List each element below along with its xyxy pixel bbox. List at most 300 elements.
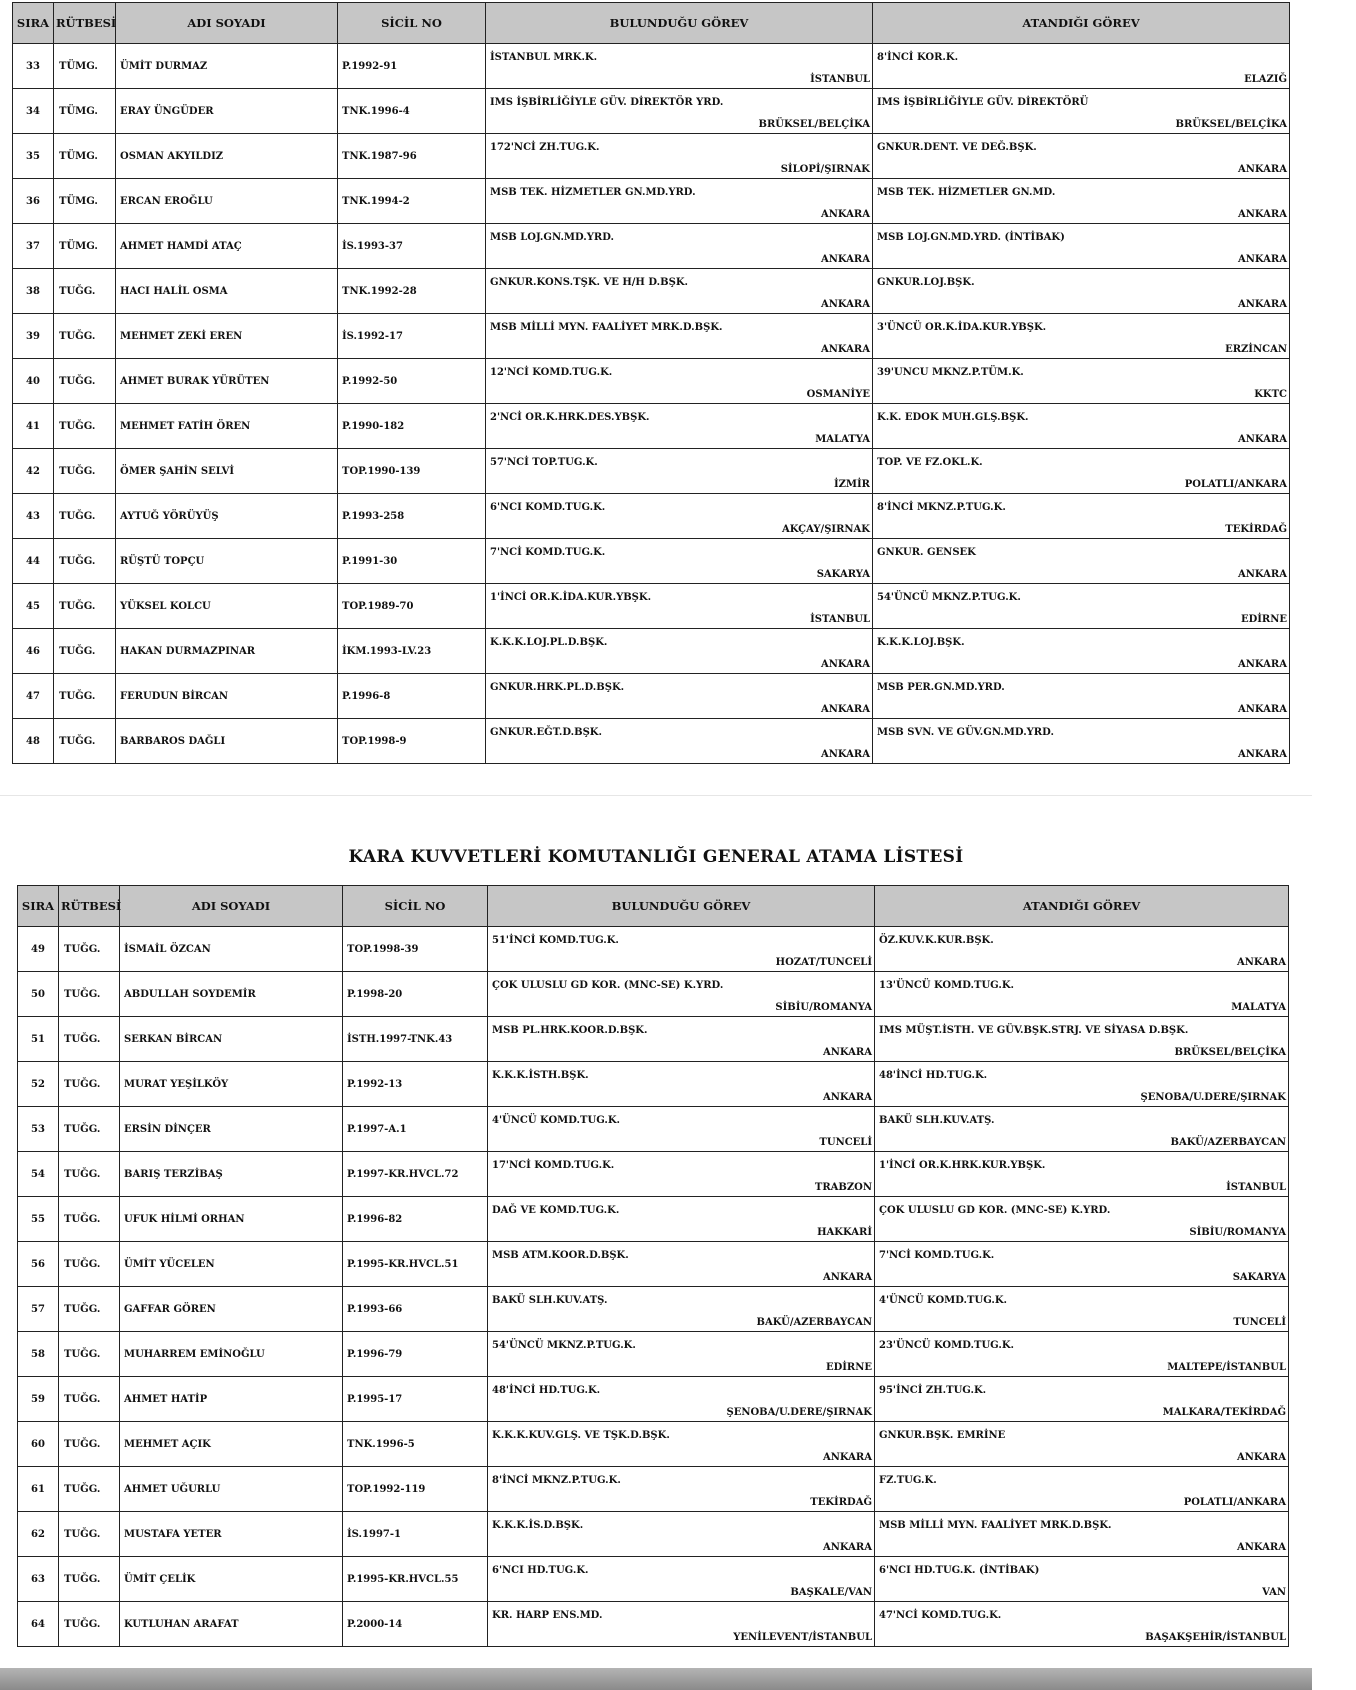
assigned-post-cell: [873, 269, 1290, 314]
table-row: [13, 494, 1290, 539]
current-post-location: ANKARA: [822, 1092, 872, 1103]
current-post: 6'NCI KOMD.TUG.K.: [490, 502, 606, 513]
current-post-location: SAKARYA: [816, 569, 870, 580]
assigned-post-cell: [873, 584, 1290, 629]
rank-cell: TUĞG.: [54, 449, 116, 494]
assigned-post: GNKUR.DENT. VE DEĞ.BŞK.: [877, 142, 1037, 153]
assigned-post-location: MALKARA/TEKİRDAĞ: [1162, 1407, 1286, 1418]
assigned-post: 7'NCİ KOMD.TUG.K.: [879, 1250, 995, 1261]
name-cell: MUSTAFA YETER: [120, 1512, 343, 1557]
assigned-post-cell: [875, 1467, 1289, 1512]
sira-cell: 57: [18, 1287, 59, 1332]
assigned-post: 1'İNCİ OR.K.HRK.KUR.YBŞK.: [879, 1160, 1046, 1171]
current-post: 51'İNCİ KOMD.TUG.K.: [492, 935, 619, 946]
sicil-cell: P.1997-KR.HVCL.72: [343, 1152, 488, 1197]
assigned-post-location: POLATLI/ANKARA: [1183, 1497, 1286, 1508]
assigned-post: 3'ÜNCÜ OR.K.İDA.KUR.YBŞK.: [877, 322, 1047, 333]
sicil-cell: TOP.1989-70: [338, 584, 486, 629]
current-post-cell: [488, 1332, 875, 1377]
current-post-cell: [486, 314, 873, 359]
table-row: [18, 1377, 1289, 1422]
current-post: GNKUR.KONS.TŞK. VE H/H D.BŞK.: [490, 277, 689, 288]
sicil-cell: P.1993-258: [338, 494, 486, 539]
current-post-location: ANKARA: [820, 209, 870, 220]
sira-cell: 52: [18, 1062, 59, 1107]
table-row: [13, 134, 1290, 179]
assigned-post-cell: [875, 1512, 1289, 1557]
page-title: KARA KUVVETLERİ KOMUTANLIĞI GENERAL ATAMA LİSTESİ: [348, 847, 964, 867]
current-post: BAKÜ SLH.KUV.ATŞ.: [492, 1295, 608, 1306]
table-row: [18, 1017, 1289, 1062]
name-cell: AYTUĞ YÖRÜYÜŞ: [116, 494, 338, 539]
assigned-post-location: BAŞAKŞEHİR/İSTANBUL: [1145, 1632, 1286, 1643]
assigned-post-location: MALTEPE/İSTANBUL: [1167, 1362, 1286, 1373]
assigned-post: MSB LOJ.GN.MD.YRD. (İNTİBAK): [877, 232, 1065, 243]
assigned-post-location: ŞENOBA/U.DERE/ŞIRNAK: [1140, 1092, 1286, 1103]
table-row: [13, 269, 1290, 314]
sicil-cell: TNK.1996-5: [343, 1422, 488, 1467]
table-row: [18, 1512, 1289, 1557]
current-post-location: BRÜKSEL/BELÇİKA: [758, 119, 870, 130]
current-post-cell: [486, 44, 873, 89]
assigned-post: 47'NCİ KOMD.TUG.K.: [879, 1610, 1002, 1621]
sicil-cell: TNK.1994-2: [338, 179, 486, 224]
current-post: DAĞ VE KOMD.TUG.K.: [492, 1205, 620, 1216]
header-ad: ADI SOYADI: [116, 3, 338, 44]
assigned-post-cell: [875, 1422, 1289, 1467]
sicil-cell: P.1995-17: [343, 1377, 488, 1422]
current-post: 4'ÜNCÜ KOMD.TUG.K.: [492, 1115, 621, 1126]
assigned-post-cell: [875, 1377, 1289, 1422]
assigned-post-cell: [873, 674, 1290, 719]
assigned-post-cell: [873, 539, 1290, 584]
sira-cell: 43: [13, 494, 54, 539]
sicil-cell: TOP.1998-9: [338, 719, 486, 764]
sira-cell: 55: [18, 1197, 59, 1242]
current-post: 17'NCİ KOMD.TUG.K.: [492, 1160, 615, 1171]
assigned-post-location: BAKÜ/AZERBAYCAN: [1170, 1137, 1286, 1148]
assigned-post-cell: [875, 972, 1289, 1017]
page-2: [0, 835, 1312, 1665]
current-post-cell: [486, 89, 873, 134]
current-post-location: HOZAT/TUNCELİ: [775, 957, 872, 968]
sicil-cell: P.1996-8: [338, 674, 486, 719]
assigned-post-location: MALATYA: [1231, 1002, 1286, 1013]
sira-cell: 58: [18, 1332, 59, 1377]
current-post: K.K.K.LOJ.PL.D.BŞK.: [490, 637, 608, 648]
table-row: [13, 449, 1290, 494]
sicil-cell: P.1997-A.1: [343, 1107, 488, 1152]
assigned-post-cell: [875, 1242, 1289, 1287]
header-ad: ADI SOYADI: [120, 886, 343, 927]
name-cell: ERAY ÜNGÜDER: [116, 89, 338, 134]
name-cell: RÜŞTÜ TOPÇU: [116, 539, 338, 584]
assigned-post-location: ANKARA: [1237, 209, 1287, 220]
assigned-post-cell: [873, 719, 1290, 764]
name-cell: İSMAİL ÖZCAN: [120, 927, 343, 972]
current-post-cell: [486, 224, 873, 269]
assigned-post: 95'İNCİ ZH.TUG.K.: [879, 1385, 987, 1396]
current-post: İSTANBUL MRK.K.: [490, 52, 598, 63]
sicil-cell: TOP.1990-139: [338, 449, 486, 494]
sira-cell: 46: [13, 629, 54, 674]
table-row: [18, 1062, 1289, 1107]
current-post: 2'NCİ OR.K.HRK.DES.YBŞK.: [490, 412, 650, 423]
rank-cell: TUĞG.: [59, 1332, 120, 1377]
rank-cell: TUĞG.: [59, 1602, 120, 1647]
page-1: [0, 0, 1312, 796]
table-row: [18, 1332, 1289, 1377]
current-post: MSB TEK. HİZMETLER GN.MD.YRD.: [490, 187, 696, 198]
sira-cell: 45: [13, 584, 54, 629]
assigned-post: MSB MİLLİ MYN. FAALİYET MRK.D.BŞK.: [879, 1520, 1112, 1531]
assigned-post-cell: [875, 1062, 1289, 1107]
assigned-post: FZ.TUG.K.: [879, 1475, 937, 1486]
assigned-post: ÖZ.KUV.K.KUR.BŞK.: [879, 935, 994, 946]
sicil-cell: İS.1997-1: [343, 1512, 488, 1557]
rank-cell: TUĞG.: [54, 629, 116, 674]
current-post-location: İZMİR: [833, 479, 870, 490]
assigned-post: GNKUR. GENSEK: [877, 547, 976, 558]
assigned-post-location: KKTC: [1254, 389, 1287, 400]
sicil-cell: TOP.1998-39: [343, 927, 488, 972]
assigned-post-cell: [873, 359, 1290, 404]
current-post-cell: [488, 1242, 875, 1287]
current-post-location: OSMANİYE: [806, 389, 870, 400]
sicil-cell: İSTH.1997-TNK.43: [343, 1017, 488, 1062]
current-post: 48'İNCİ HD.TUG.K.: [492, 1385, 601, 1396]
rank-cell: TÜMG.: [54, 179, 116, 224]
name-cell: SERKAN BİRCAN: [120, 1017, 343, 1062]
name-cell: ÜMİT YÜCELEN: [120, 1242, 343, 1287]
sicil-cell: İS.1992-17: [338, 314, 486, 359]
rank-cell: TUĞG.: [54, 494, 116, 539]
name-cell: KUTLUHAN ARAFAT: [120, 1602, 343, 1647]
current-post-cell: [488, 1287, 875, 1332]
rank-cell: TUĞG.: [54, 404, 116, 449]
assigned-post: 39'UNCU MKNZ.P.TÜM.K.: [877, 367, 1024, 378]
current-post-location: ANKARA: [820, 749, 870, 760]
header-sira: SIRA: [18, 886, 59, 927]
sira-cell: 37: [13, 224, 54, 269]
assigned-post: IMS İŞBİRLİĞİYLE GÜV. DİREKTÖRÜ: [877, 97, 1089, 108]
current-post-cell: [488, 1467, 875, 1512]
current-post: 54'ÜNCÜ MKNZ.P.TUG.K.: [492, 1340, 636, 1351]
sicil-cell: TNK.1987-96: [338, 134, 486, 179]
current-post: K.K.K.KUV.GLŞ. VE TŞK.D.BŞK.: [492, 1430, 670, 1441]
current-post-location: BAKÜ/AZERBAYCAN: [756, 1317, 872, 1328]
name-cell: MEHMET ZEKİ EREN: [116, 314, 338, 359]
sicil-cell: TOP.1992-119: [343, 1467, 488, 1512]
header-rutbe: RÜTBESİ: [54, 3, 116, 44]
assigned-post: GNKUR.BŞK. EMRİNE: [879, 1430, 1006, 1441]
sira-cell: 33: [13, 44, 54, 89]
current-post-cell: [486, 584, 873, 629]
table-row: [18, 972, 1289, 1017]
assigned-post-cell: [875, 1107, 1289, 1152]
assigned-post-cell: [873, 449, 1290, 494]
current-post-location: TUNCELİ: [819, 1137, 872, 1148]
table-row: [13, 314, 1290, 359]
sicil-cell: P.1992-50: [338, 359, 486, 404]
header-atandigi: ATANDIĞI GÖREV: [875, 886, 1289, 927]
assigned-post-cell: [875, 1332, 1289, 1377]
name-cell: HACI HALİL OSMA: [116, 269, 338, 314]
current-post-cell: [486, 629, 873, 674]
rank-cell: TUĞG.: [54, 584, 116, 629]
current-post: GNKUR.EĞT.D.BŞK.: [490, 727, 602, 738]
rank-cell: TUĞG.: [59, 1197, 120, 1242]
current-post-cell: [488, 1062, 875, 1107]
sira-cell: 44: [13, 539, 54, 584]
name-cell: GAFFAR GÖREN: [120, 1287, 343, 1332]
name-cell: MURAT YEŞİLKÖY: [120, 1062, 343, 1107]
sicil-cell: P.1992-13: [343, 1062, 488, 1107]
rank-cell: TUĞG.: [54, 674, 116, 719]
assigned-post-location: ANKARA: [1237, 569, 1287, 580]
assigned-post-cell: [875, 1557, 1289, 1602]
table-row: [18, 1197, 1289, 1242]
current-post-cell: [488, 1377, 875, 1422]
current-post-location: ANKARA: [820, 299, 870, 310]
current-post-cell: [486, 134, 873, 179]
current-post: 6'NCI HD.TUG.K.: [492, 1565, 589, 1576]
current-post-location: YENİLEVENT/İSTANBUL: [733, 1632, 872, 1643]
rank-cell: TUĞG.: [59, 1062, 120, 1107]
rank-cell: TUĞG.: [59, 1377, 120, 1422]
rank-cell: TUĞG.: [54, 719, 116, 764]
assigned-post-location: ANKARA: [1237, 299, 1287, 310]
current-post-location: ANKARA: [820, 659, 870, 670]
name-cell: YÜKSEL KOLCU: [116, 584, 338, 629]
assigned-post: MSB PER.GN.MD.YRD.: [877, 682, 1005, 693]
table-row: [13, 584, 1290, 629]
current-post-location: SİBİU/ROMANYA: [775, 1002, 872, 1013]
table-header-row: [13, 3, 1290, 44]
name-cell: ABDULLAH SOYDEMİR: [120, 972, 343, 1017]
current-post-location: BAŞKALE/VAN: [790, 1587, 872, 1598]
current-post-location: ANKARA: [820, 254, 870, 265]
sicil-cell: İS.1993-37: [338, 224, 486, 269]
sira-cell: 54: [18, 1152, 59, 1197]
name-cell: BARIŞ TERZİBAŞ: [120, 1152, 343, 1197]
current-post: MSB ATM.KOOR.D.BŞK.: [492, 1250, 629, 1261]
current-post: GNKUR.HRK.PL.D.BŞK.: [490, 682, 625, 693]
assigned-post: MSB SVN. VE GÜV.GN.MD.YRD.: [877, 727, 1054, 738]
sicil-cell: TNK.1996-4: [338, 89, 486, 134]
assigned-post: 13'ÜNCÜ KOMD.TUG.K.: [879, 980, 1014, 991]
rank-cell: TUĞG.: [59, 927, 120, 972]
sicil-cell: P.1995-KR.HVCL.55: [343, 1557, 488, 1602]
assigned-post: MSB TEK. HİZMETLER GN.MD.: [877, 187, 1056, 198]
assigned-post-cell: [873, 314, 1290, 359]
current-post: 172'NCİ ZH.TUG.K.: [490, 142, 600, 153]
rank-cell: TUĞG.: [54, 539, 116, 584]
assigned-post-location: ANKARA: [1237, 659, 1287, 670]
assigned-post-location: ANKARA: [1237, 749, 1287, 760]
assigned-post-location: ANKARA: [1236, 957, 1286, 968]
assignment-table-1: [12, 2, 1290, 764]
table-row: [18, 1602, 1289, 1647]
current-post: 12'NCİ KOMD.TUG.K.: [490, 367, 613, 378]
sira-cell: 36: [13, 179, 54, 224]
current-post: MSB PL.HRK.KOOR.D.BŞK.: [492, 1025, 648, 1036]
assigned-post-location: BRÜKSEL/BELÇİKA: [1174, 1047, 1286, 1058]
table-row: [13, 674, 1290, 719]
name-cell: OSMAN AKYILDIZ: [116, 134, 338, 179]
assigned-post-location: TUNCELİ: [1233, 1317, 1286, 1328]
assigned-post: K.K.K.LOJ.BŞK.: [877, 637, 965, 648]
sira-cell: 48: [13, 719, 54, 764]
current-post-location: ANKARA: [820, 344, 870, 355]
assigned-post-cell: [873, 44, 1290, 89]
assigned-post-cell: [875, 927, 1289, 972]
current-post-cell: [488, 972, 875, 1017]
rank-cell: TUĞG.: [54, 314, 116, 359]
assigned-post-cell: [875, 1197, 1289, 1242]
table-row: [13, 44, 1290, 89]
current-post-cell: [488, 1197, 875, 1242]
rank-cell: TUĞG.: [54, 359, 116, 404]
name-cell: MEHMET AÇIK: [120, 1422, 343, 1467]
name-cell: ERSİN DİNÇER: [120, 1107, 343, 1152]
assigned-post-location: ANKARA: [1237, 704, 1287, 715]
current-post-location: SİLOPİ/ŞIRNAK: [780, 164, 870, 175]
current-post-cell: [488, 1152, 875, 1197]
assigned-post-location: ANKARA: [1236, 1542, 1286, 1553]
current-post-cell: [488, 1017, 875, 1062]
current-post-cell: [488, 927, 875, 972]
current-post: K.K.K.İSTH.BŞK.: [492, 1070, 589, 1081]
table-row: [13, 539, 1290, 584]
current-post-location: MALATYA: [815, 434, 870, 445]
current-post: 1'İNCİ OR.K.İDA.KUR.YBŞK.: [490, 592, 652, 603]
rank-cell: TUĞG.: [59, 1467, 120, 1512]
sira-cell: 56: [18, 1242, 59, 1287]
assigned-post: 4'ÜNCÜ KOMD.TUG.K.: [879, 1295, 1008, 1306]
sicil-cell: P.2000-14: [343, 1602, 488, 1647]
assigned-post-location: ANKARA: [1237, 254, 1287, 265]
page-separator-bar: [0, 1668, 1312, 1690]
name-cell: MUHARREM EMİNOĞLU: [120, 1332, 343, 1377]
current-post-cell: [486, 719, 873, 764]
sira-cell: 62: [18, 1512, 59, 1557]
assigned-post: 54'ÜNCÜ MKNZ.P.TUG.K.: [877, 592, 1021, 603]
sicil-cell: P.1995-KR.HVCL.51: [343, 1242, 488, 1287]
current-post: 8'İNCİ MKNZ.P.TUG.K.: [492, 1475, 621, 1486]
name-cell: ÜMİT DURMAZ: [116, 44, 338, 89]
current-post-location: İSTANBUL: [810, 74, 870, 85]
assigned-post: 8'İNCİ MKNZ.P.TUG.K.: [877, 502, 1006, 513]
assigned-post-cell: [873, 224, 1290, 269]
current-post-cell: [486, 359, 873, 404]
sira-cell: 49: [18, 927, 59, 972]
sira-cell: 63: [18, 1557, 59, 1602]
header-sira: SIRA: [13, 3, 54, 44]
name-cell: ÖMER ŞAHİN SELVİ: [116, 449, 338, 494]
sira-cell: 34: [13, 89, 54, 134]
current-post-cell: [486, 449, 873, 494]
sicil-cell: P.1998-20: [343, 972, 488, 1017]
assigned-post: IMS MÜŞT.İSTH. VE GÜV.BŞK.STRJ. VE SİYASA D.BŞK.: [879, 1025, 1189, 1036]
sicil-cell: P.1996-79: [343, 1332, 488, 1377]
current-post-location: ANKARA: [822, 1542, 872, 1553]
sira-cell: 41: [13, 404, 54, 449]
table-row: [18, 1287, 1289, 1332]
rank-cell: TUĞG.: [59, 972, 120, 1017]
assigned-post: ÇOK ULUSLU GD KOR. (MNC-SE) K.YRD.: [879, 1205, 1111, 1216]
table-row: [18, 927, 1289, 972]
rank-cell: TUĞG.: [54, 269, 116, 314]
assigned-post: BAKÜ SLH.KUV.ATŞ.: [879, 1115, 995, 1126]
current-post: K.K.K.İS.D.BŞK.: [492, 1520, 584, 1531]
table-header-row: [18, 886, 1289, 927]
table-row: [18, 1242, 1289, 1287]
rank-cell: TUĞG.: [59, 1557, 120, 1602]
name-cell: ERCAN EROĞLU: [116, 179, 338, 224]
assigned-post-cell: [875, 1602, 1289, 1647]
rank-cell: TÜMG.: [54, 134, 116, 179]
sira-cell: 51: [18, 1017, 59, 1062]
current-post-location: ANKARA: [822, 1452, 872, 1463]
sira-cell: 47: [13, 674, 54, 719]
assigned-post-location: VAN: [1262, 1587, 1286, 1598]
current-post-location: TEKİRDAĞ: [810, 1497, 872, 1508]
table-row: [13, 89, 1290, 134]
sira-cell: 61: [18, 1467, 59, 1512]
assigned-post-location: ANKARA: [1237, 164, 1287, 175]
sira-cell: 53: [18, 1107, 59, 1152]
assigned-post-location: SİBİU/ROMANYA: [1189, 1227, 1286, 1238]
rank-cell: TUĞG.: [59, 1422, 120, 1467]
rank-cell: TUĞG.: [59, 1287, 120, 1332]
current-post-cell: [488, 1107, 875, 1152]
assigned-post: TOP. VE FZ.OKL.K.: [877, 457, 983, 468]
table-row: [18, 1152, 1289, 1197]
rank-cell: TUĞG.: [59, 1017, 120, 1062]
sira-cell: 40: [13, 359, 54, 404]
assigned-post: 23'ÜNCÜ KOMD.TUG.K.: [879, 1340, 1014, 1351]
sicil-cell: P.1992-91: [338, 44, 486, 89]
assigned-post: GNKUR.LOJ.BŞK.: [877, 277, 975, 288]
assigned-post: 48'İNCİ HD.TUG.K.: [879, 1070, 988, 1081]
current-post-cell: [488, 1602, 875, 1647]
current-post-cell: [486, 674, 873, 719]
current-post-location: İSTANBUL: [810, 614, 870, 625]
name-cell: AHMET HATİP: [120, 1377, 343, 1422]
assigned-post-location: POLATLI/ANKARA: [1184, 479, 1287, 490]
header-rutbe: RÜTBESİ: [59, 886, 120, 927]
current-post-location: HAKKARİ: [817, 1227, 872, 1238]
current-post: 57'NCİ TOP.TUG.K.: [490, 457, 598, 468]
header-bulundugu: BULUNDUĞU GÖREV: [486, 3, 873, 44]
assigned-post: 6'NCI HD.TUG.K. (İNTİBAK): [879, 1565, 1040, 1576]
name-cell: ÜMİT ÇELİK: [120, 1557, 343, 1602]
current-post-location: EDİRNE: [825, 1362, 872, 1373]
current-post-location: AKÇAY/ŞIRNAK: [782, 524, 870, 535]
assigned-post-cell: [873, 404, 1290, 449]
header-sicil: SİCİL NO: [343, 886, 488, 927]
sicil-cell: İKM.1993-LV.23: [338, 629, 486, 674]
sicil-cell: P.1991-30: [338, 539, 486, 584]
sira-cell: 39: [13, 314, 54, 359]
table-row: [13, 404, 1290, 449]
current-post-cell: [486, 179, 873, 224]
name-cell: FERUDUN BİRCAN: [116, 674, 338, 719]
assigned-post: 8'İNCİ KOR.K.: [877, 52, 959, 63]
assigned-post-location: EDİRNE: [1240, 614, 1287, 625]
assigned-post-location: SAKARYA: [1232, 1272, 1286, 1283]
